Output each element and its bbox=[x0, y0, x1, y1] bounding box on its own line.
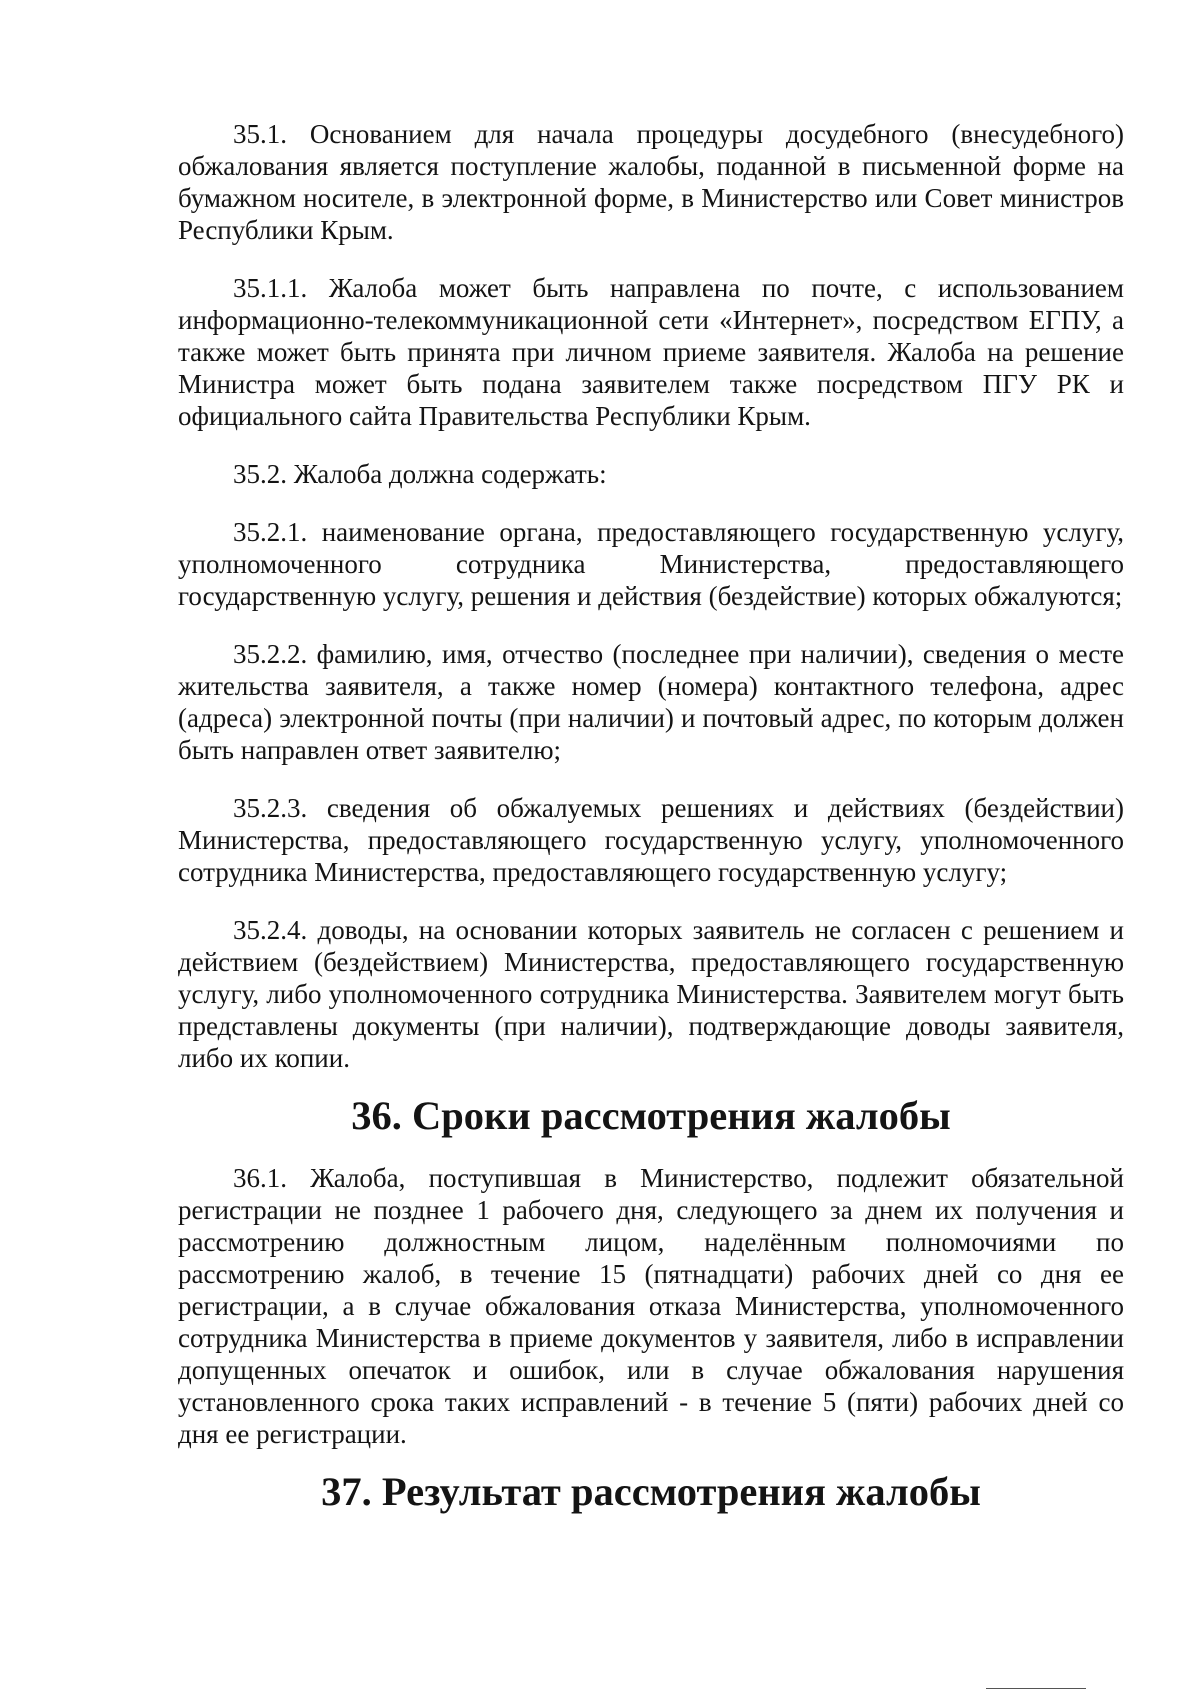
section-heading-37: 37. Результат рассмотрения жалобы bbox=[321, 1469, 981, 1514]
paragraph-35-2-2: 35.2.2. фамилию, имя, отчество (последнее при наличии), сведения о месте жительства заявителя, а также номер (номера) контактного телефона, адрес (адреса) электронной почты (при наличии) и почтовый адрес, по которым должен быть направлен ответ заявителю; bbox=[178, 639, 1124, 765]
paragraph-35-1-1: 35.1.1. Жалоба может быть направлена по почте, с использованием информационно-телекоммуникационной сети «Интернет», посредством ЕГПУ, а также может быть принята при личном приеме заявителя. Жалоба на решение Министра может быть подана заявителем также посредством ПГУ РК и официального сайта Правительства Республики Крым. bbox=[178, 273, 1124, 431]
paragraph-35-2-1: 35.2.1. наименование органа, предоставляющего государственную услугу, уполномоченного сотрудника Министерства, предоставляющего государственную услугу, решения и действия (бездействие) которых обжалуются; bbox=[178, 517, 1124, 611]
section-heading-36: 36. Сроки рассмотрения жалобы bbox=[351, 1093, 951, 1138]
document-page bbox=[178, 118, 1124, 1538]
paragraph-35-2: 35.2. Жалоба должна содержать: bbox=[233, 459, 607, 489]
footer-divider-line bbox=[986, 1688, 1086, 1689]
paragraph-35-2-3: 35.2.3. сведения об обжалуемых решениях и действиях (бездействии) Министерства, предоставляющего государственную услугу, уполномоченного сотрудника Министерства, предоставляющего государственную услугу; bbox=[178, 793, 1124, 887]
paragraph-36-1: 36.1. Жалоба, поступившая в Министерство, подлежит обязательной регистрации не позднее 1 рабочего дня, следующего за днем их получения и рассмотрению должностным лицом, наделённым полномочиями по рассмотрению жалоб, в течение 15 (пятнадцати) рабочих дней со дня ее регистрации, а в случае обжалования отказа Министерства, уполномоченного сотрудника Министерства в приеме документов у заявителя, либо в исправлении допущенных опечаток и ошибок, или в случае обжалования нарушения установленного срока таких исправлений - в течение 5 (пяти) рабочих дней со дня ее регистрации. bbox=[178, 1163, 1124, 1449]
paragraph-35-2-4: 35.2.4. доводы, на основании которых заявитель не согласен с решением и действием (бездействием) Министерства, предоставляющего государственную услугу, либо уполномоченного сотрудника Министерства. Заявителем могут быть представлены документы (при наличии), подтверждающие доводы заявителя, либо их копии. bbox=[178, 915, 1124, 1073]
paragraph-35-1: 35.1. Основанием для начала процедуры досудебного (внесудебного) обжалования является поступление жалобы, поданной в письменной форме на бумажном носителе, в электронной форме, в Министерство или Совет министров Республики Крым. bbox=[178, 119, 1124, 245]
